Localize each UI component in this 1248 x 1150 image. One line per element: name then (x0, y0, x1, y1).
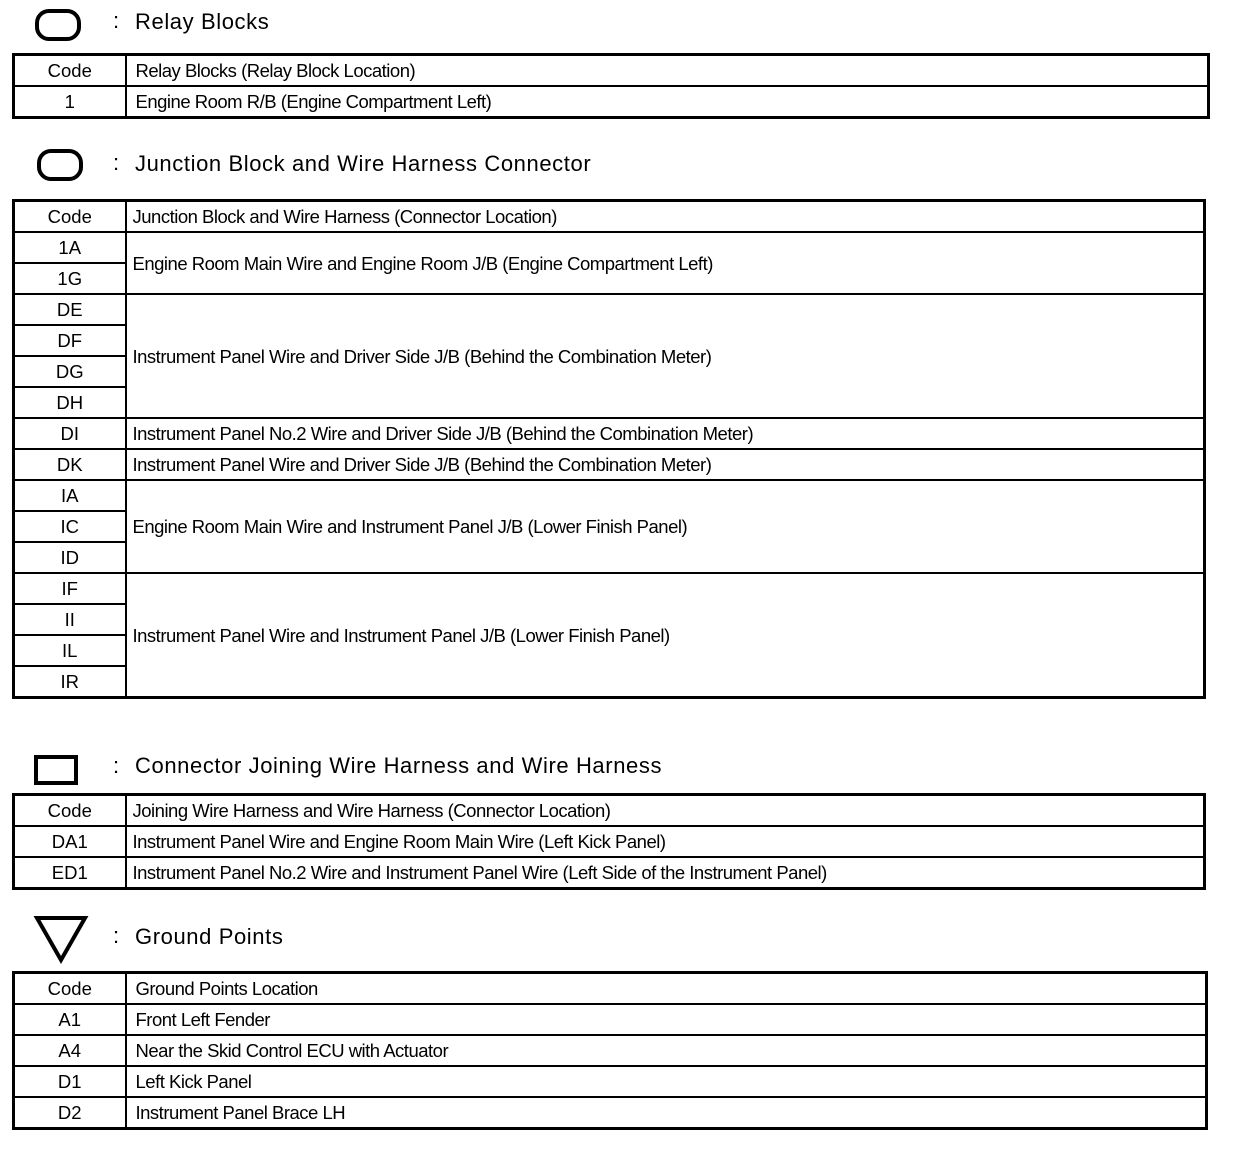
code-cell: 1 (14, 86, 126, 118)
desc-cell: Instrument Panel Wire and Driver Side J/B (Behind the Combination Meter) (126, 294, 1205, 418)
code-cell: DE (14, 294, 126, 325)
code-cell: D1 (14, 1066, 126, 1097)
table-header-row (14, 795, 1205, 827)
table-row (14, 480, 1205, 511)
rectangle-symbol-icon (33, 754, 79, 786)
code-cell: IL (14, 635, 126, 666)
desc-cell: Instrument Panel Brace LH (126, 1097, 1207, 1129)
table-row (14, 1097, 1207, 1129)
desc-cell: Instrument Panel Wire and Driver Side J/B (Behind the Combination Meter) (126, 449, 1205, 480)
desc-cell: Instrument Panel Wire and Instrument Panel J/B (Lower Finish Panel) (126, 573, 1205, 698)
code-cell: 1A (14, 232, 126, 263)
desc-cell: Engine Room Main Wire and Engine Room J/B (Engine Compartment Left) (126, 232, 1205, 294)
section-title: Junction Block and Wire Harness Connector (135, 151, 592, 176)
code-cell: DG (14, 356, 126, 387)
code-cell: DA1 (14, 826, 126, 857)
table-row (14, 418, 1205, 449)
code-cell: A4 (14, 1035, 126, 1066)
code-cell: IA (14, 480, 126, 511)
rounded-rect-symbol-icon (34, 8, 82, 42)
table-row (14, 294, 1205, 325)
desc-cell: Instrument Panel No.2 Wire and Instrument Panel Wire (Left Side of the Instrument Panel) (126, 857, 1205, 889)
section-title: Relay Blocks (135, 9, 270, 34)
code-cell: IC (14, 511, 126, 542)
table-row (14, 826, 1205, 857)
code-header: Code (14, 201, 126, 233)
code-cell: A1 (14, 1004, 126, 1035)
desc-cell: Engine Room R/B (Engine Compartment Left) (126, 86, 1209, 118)
desc-cell: Left Kick Panel (126, 1066, 1207, 1097)
table-row (14, 86, 1209, 118)
colon: : (113, 8, 120, 33)
code-cell: DI (14, 418, 126, 449)
code-header: Code (14, 973, 126, 1005)
code-cell: DF (14, 325, 126, 356)
code-cell: ID (14, 542, 126, 573)
code-cell: ED1 (14, 857, 126, 889)
code-cell: IR (14, 666, 126, 698)
table-row (14, 857, 1205, 889)
down-triangle-symbol-icon (33, 914, 89, 966)
code-cell: 1G (14, 263, 126, 294)
table-header-row (14, 201, 1205, 233)
code-cell: D2 (14, 1097, 126, 1129)
desc-header: Junction Block and Wire Harness (Connector Location) (126, 201, 1205, 233)
table-row (14, 1066, 1207, 1097)
desc-cell: Instrument Panel Wire and Engine Room Main Wire (Left Kick Panel) (126, 826, 1205, 857)
junction-block-table (12, 199, 1206, 699)
table-header-row (14, 55, 1209, 87)
desc-header: Joining Wire Harness and Wire Harness (Connector Location) (126, 795, 1205, 827)
section-title: Connector Joining Wire Harness and Wire Harness (135, 753, 663, 778)
connector-table (12, 793, 1206, 890)
desc-cell: Near the Skid Control ECU with Actuator (126, 1035, 1207, 1066)
table-row (14, 449, 1205, 480)
code-cell: DK (14, 449, 126, 480)
desc-header: Ground Points Location (126, 973, 1207, 1005)
desc-cell: Front Left Fender (126, 1004, 1207, 1035)
desc-cell: Engine Room Main Wire and Instrument Panel J/B (Lower Finish Panel) (126, 480, 1205, 573)
table-row (14, 232, 1205, 263)
code-header: Code (14, 55, 126, 87)
code-cell: DH (14, 387, 126, 418)
colon: : (113, 150, 120, 175)
desc-cell: Instrument Panel No.2 Wire and Driver Side J/B (Behind the Combination Meter) (126, 418, 1205, 449)
code-cell: II (14, 604, 126, 635)
table-header-row (14, 973, 1207, 1005)
code-header: Code (14, 795, 126, 827)
colon: : (113, 753, 120, 778)
relay-blocks-table (12, 53, 1210, 119)
rounded-rect-symbol-icon (36, 148, 84, 182)
table-row (14, 1035, 1207, 1066)
desc-header: Relay Blocks (Relay Block Location) (126, 55, 1209, 87)
ground-points-table (12, 971, 1208, 1130)
section-title: Ground Points (135, 924, 284, 949)
table-row (14, 573, 1205, 604)
code-cell: IF (14, 573, 126, 604)
colon: : (113, 923, 120, 948)
table-row (14, 1004, 1207, 1035)
